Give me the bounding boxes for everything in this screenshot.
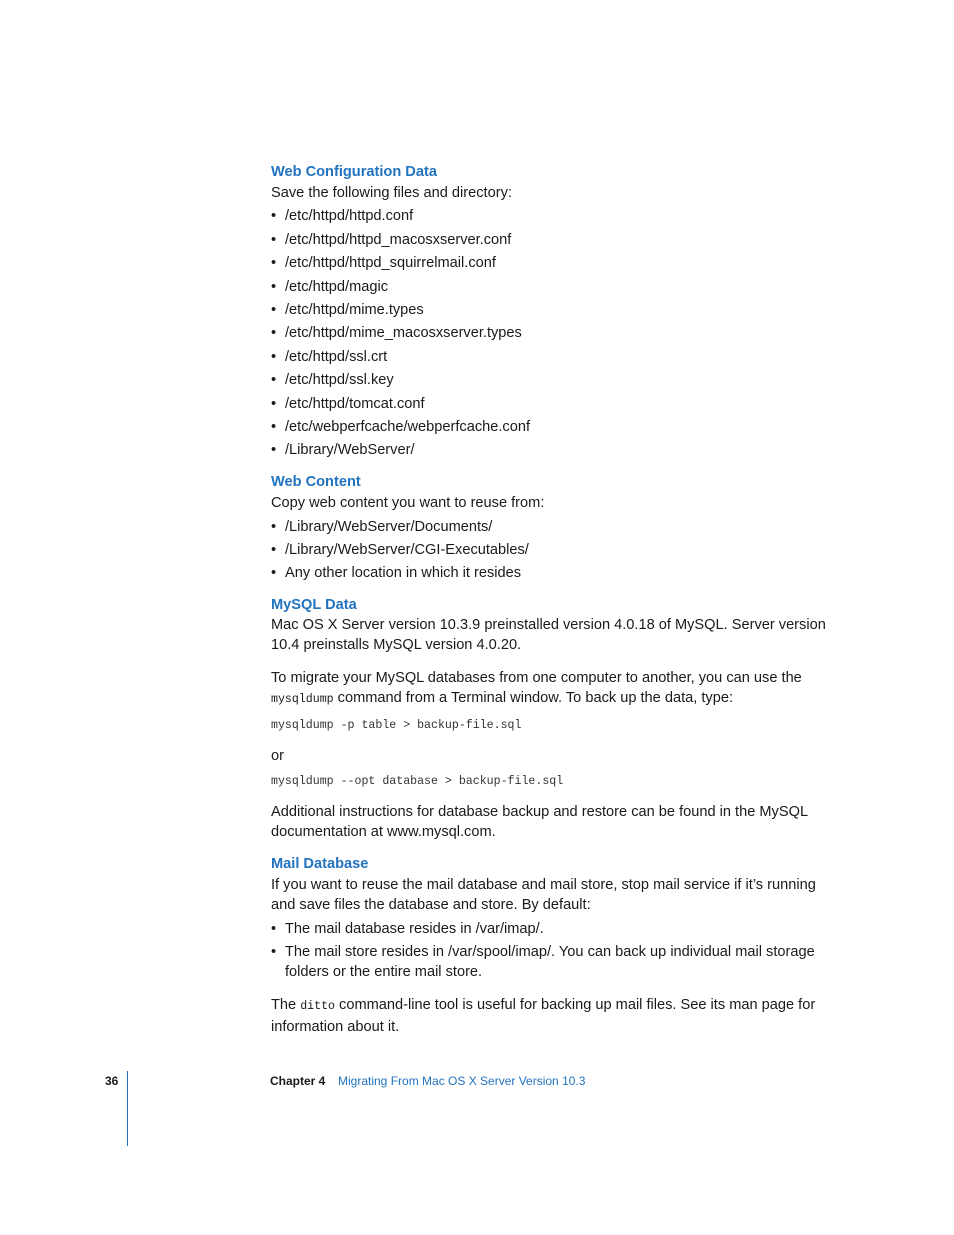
- list-item: • /etc/httpd/httpd_macosxserver.conf: [271, 230, 831, 250]
- section-heading-web-configuration-data: Web Configuration Data: [271, 164, 437, 180]
- paragraph-text: The: [271, 997, 301, 1014]
- section-heading-mail-database: Mail Database: [271, 856, 369, 873]
- list-item: • /etc/httpd/magic: [271, 277, 831, 297]
- chapter-label: Chapter 4: [270, 1074, 326, 1088]
- list-item: • /etc/httpd/mime.types: [271, 300, 831, 320]
- list-item: • The mail database resides in /var/imap/.: [271, 919, 831, 939]
- chapter-title: Migrating From Mac OS X Server Version 10.3: [338, 1074, 586, 1088]
- paragraph-text: command-line tool is useful for backing up mail files. See its man page for information about it.: [271, 997, 816, 1036]
- paragraph-text: To migrate your MySQL databases from one computer to another, you can use the: [271, 670, 802, 687]
- mysql-docs-paragraph: Additional instructions for database backup and restore can be found in the MySQL documentation at www.mysql.com.: [271, 804, 808, 841]
- inline-code-mysqldump: mysqldump: [271, 693, 334, 707]
- list-item: • /Library/WebServer/: [271, 440, 831, 460]
- mysql-migrate-paragraph: [271, 668, 831, 710]
- section-intro: Copy web content you want to reuse from:: [271, 495, 545, 512]
- page-number: 36: [105, 1074, 119, 1088]
- list-item: • Any other location in which it resides: [271, 563, 831, 583]
- list-item: • /etc/httpd/httpd_squirrelmail.conf: [271, 253, 831, 273]
- mail-location-list: [271, 919, 831, 982]
- list-item: • /etc/httpd/ssl.crt: [271, 347, 831, 367]
- section-heading-web-content: Web Content: [271, 474, 361, 491]
- list-item: • /etc/httpd/tomcat.conf: [271, 394, 831, 414]
- list-item: • /Library/WebServer/Documents/: [271, 517, 831, 537]
- page-content: [271, 162, 831, 1037]
- ditto-paragraph: [271, 995, 831, 1037]
- section-intro: Save the following files and directory:: [271, 185, 512, 201]
- list-item: • /etc/httpd/ssl.key: [271, 370, 831, 390]
- web-content-location-list: [271, 517, 831, 584]
- list-item: • The mail store resides in /var/spool/imap/. You can back up individual mail storage folders or the entire mail store.: [271, 942, 831, 982]
- list-item: • /etc/httpd/httpd.conf: [271, 206, 831, 226]
- web-config-file-list: [271, 206, 831, 460]
- or-text: or: [271, 748, 284, 765]
- section-heading-mysql-data: MySQL Data: [271, 597, 357, 614]
- paragraph-text: command from a Terminal window. To back up the data, type:: [333, 690, 733, 707]
- page-footer: [0, 1071, 954, 1091]
- list-item: • /Library/WebServer/CGI-Executables/: [271, 540, 831, 560]
- code-block-backup-database: mysqldump --opt database > backup-file.sql: [271, 775, 564, 789]
- code-block-backup-table: mysqldump -p table > backup-file.sql: [271, 719, 522, 733]
- list-item: • /etc/webperfcache/webperfcache.conf: [271, 417, 831, 437]
- section-intro: If you want to reuse the mail database and mail store, stop mail service if it’s running and save files the database and store. By default:: [271, 877, 816, 914]
- inline-code-ditto: ditto: [300, 1000, 335, 1014]
- mysql-version-paragraph: Mac OS X Server version 10.3.9 preinstalled version 4.0.18 of MySQL. Server version 10.4 preinstalls MySQL version 4.0.20.: [271, 617, 826, 654]
- list-item: • /etc/httpd/mime_macosxserver.types: [271, 323, 831, 343]
